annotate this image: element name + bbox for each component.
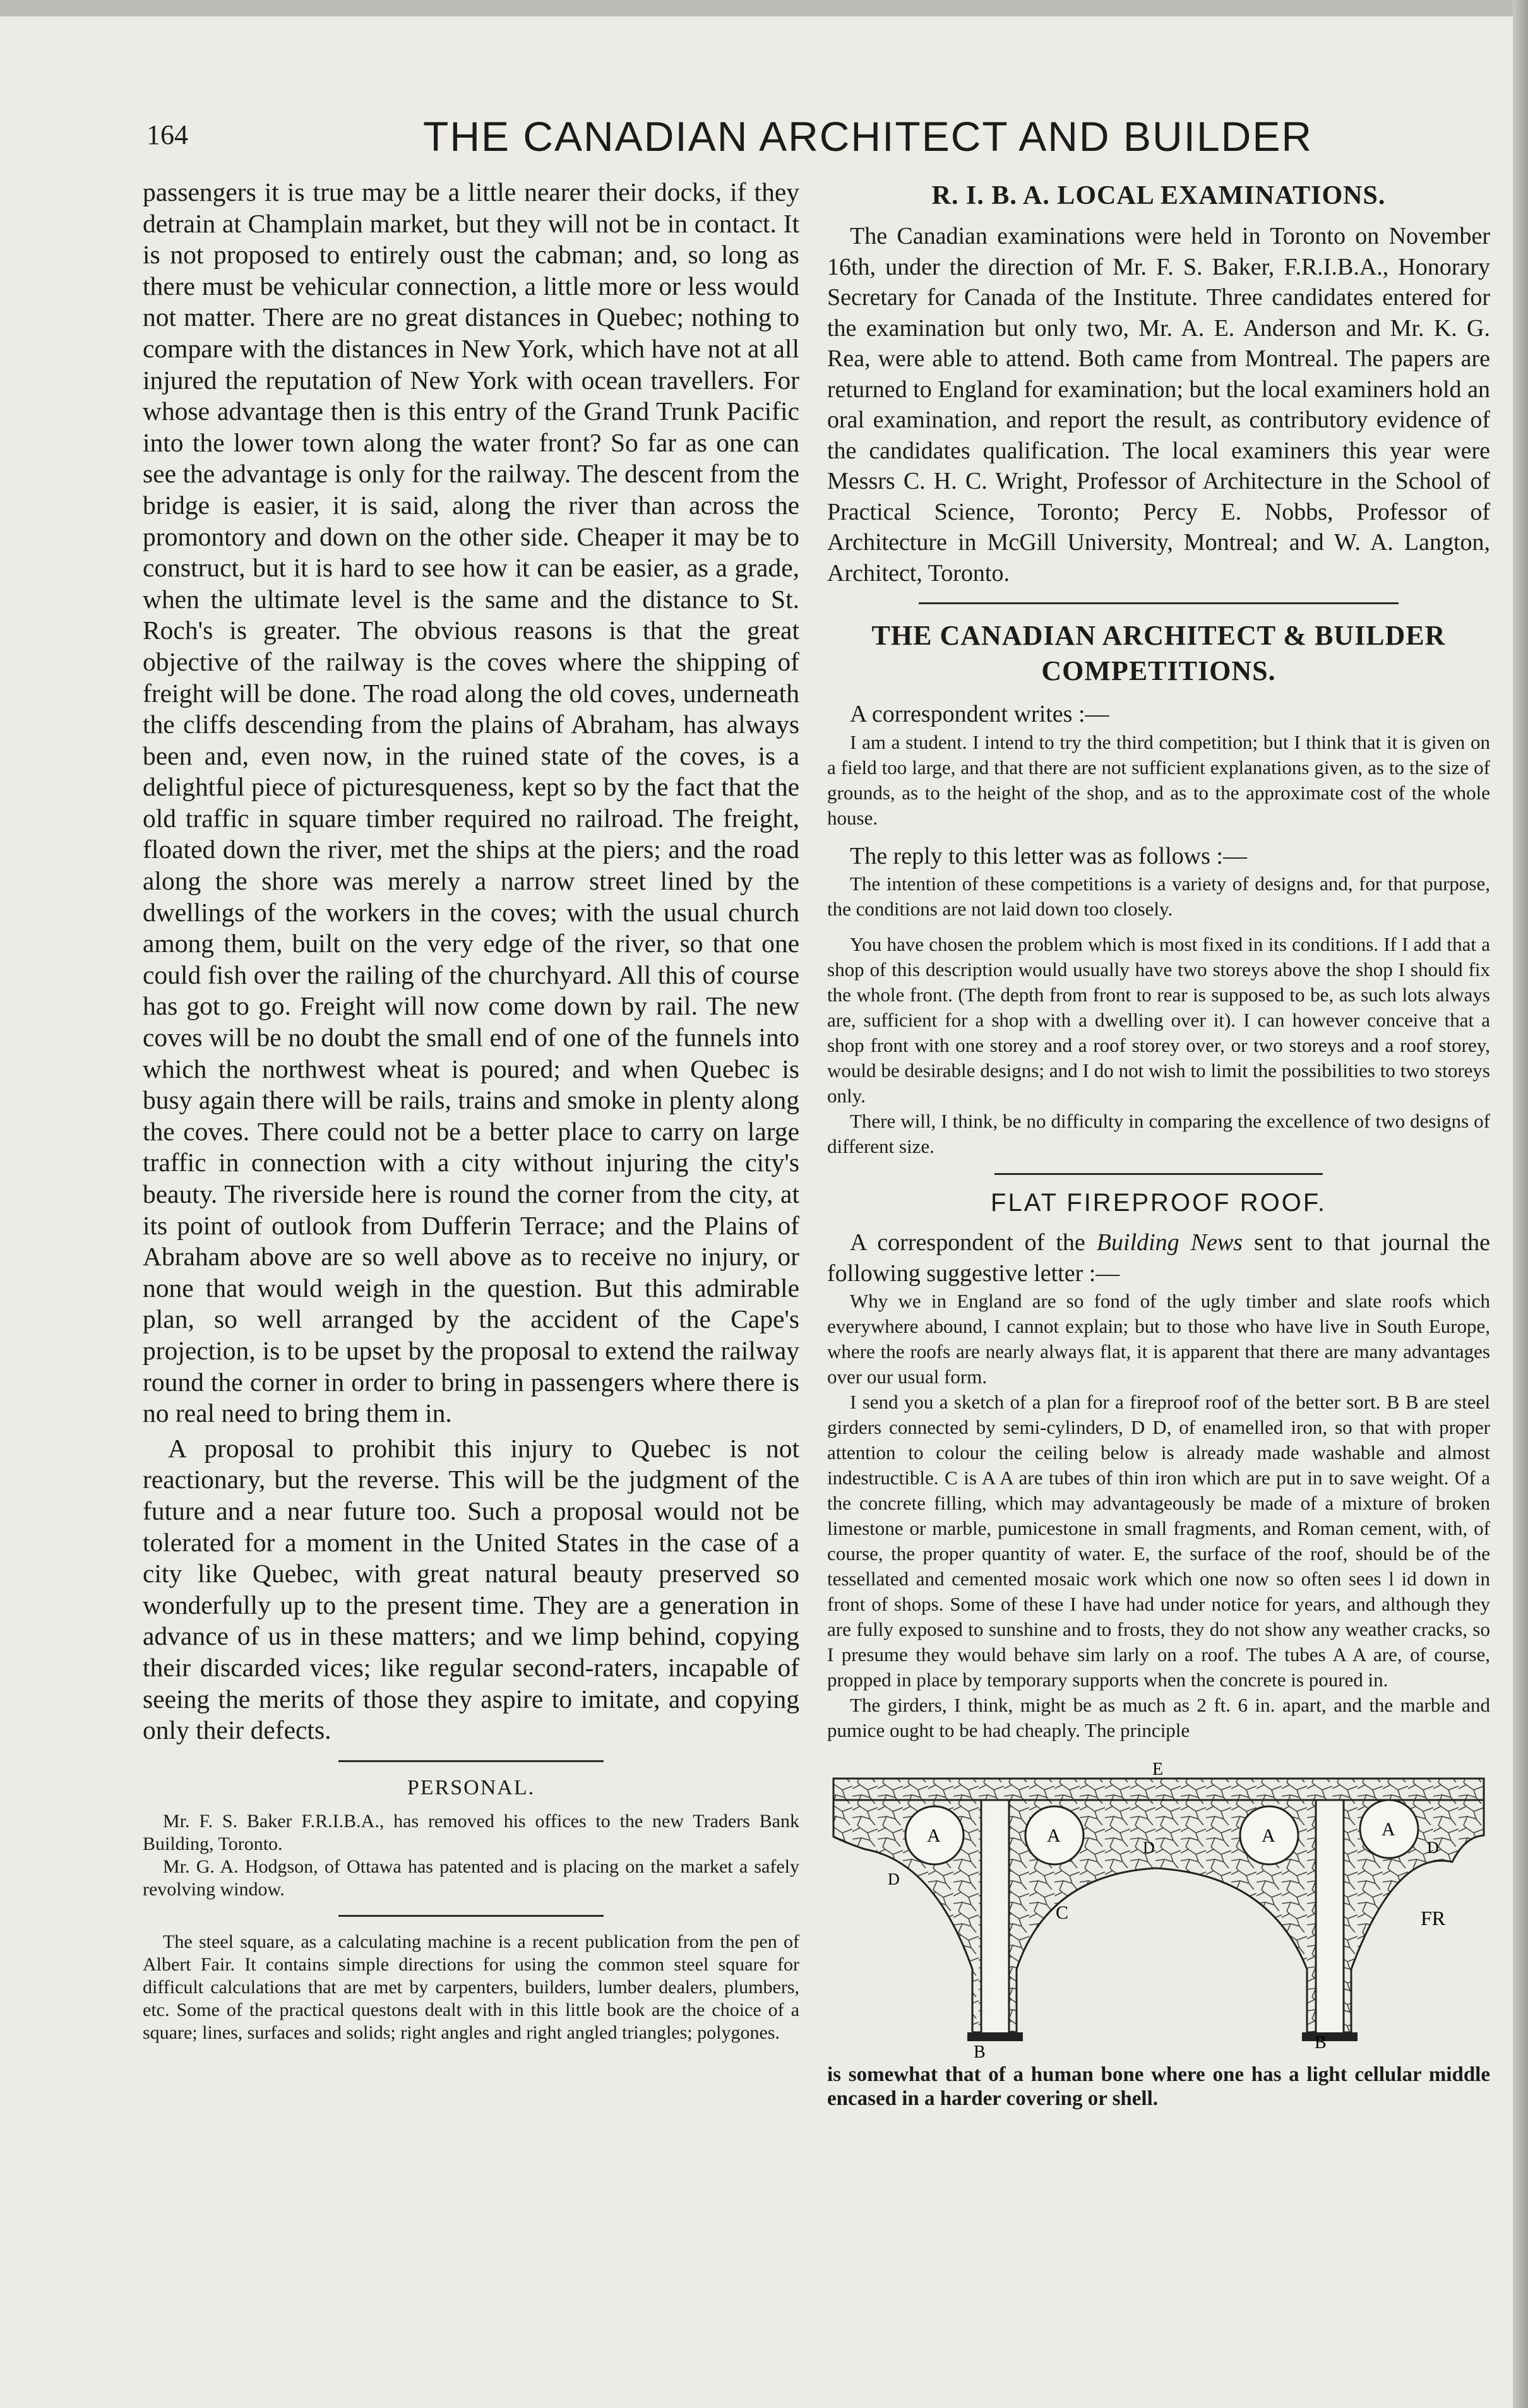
label-a: A [1047, 1825, 1061, 1846]
steel-girder-left [981, 1800, 1009, 2040]
steel-girder-right [1316, 1800, 1344, 2040]
quebec-article-paragraph-2: A proposal to prohibit this injury to Quebec is not reactionary, but the reverse. This will be the judgment of the future and a near future too. Such a proposal would not be tolerated for a moment in the United States in the case of a city like Quebec, with great natural beauty preserved so wonderfully up to the present time. They are a generation in advance of us in these matters; and we limp behind, copying their discarded vices; like regular second-raters, incapable of seeing the merits of those they aspire to imitate, and copying only their defects. [143, 1433, 799, 1745]
building-news-title: Building News [1096, 1229, 1243, 1256]
label-a: A [1382, 1819, 1395, 1840]
label-a: A [1262, 1825, 1275, 1846]
competitions-reply-paragraph: The intention of these competitions is a variety of designs and, for that purpose, the conditions are not laid down too closely. [827, 873, 1490, 920]
flat-roof-closing: is somewhat that of a human bone where one has a light cellular middle encased in a harder covering or shell. [827, 2063, 1490, 2110]
section-divider [994, 1173, 1323, 1175]
girder-flange-right [1302, 2032, 1358, 2041]
right-column [827, 177, 1490, 2111]
steel-square-notice: The steel square, as a calculating machine is a recent publication from the pen of Albert Fair. It contains simple directions for using the common steel square for difficult calculations that are met by carpenters, builders, lumber dealers, plumbers, etc. Some of the practical questons dealt with in this little book are the choice of a square; lines, surfaces and solids; right angles and right angled triangles; polygones. [143, 1931, 799, 2043]
riba-heading: R. I. B. A. LOCAL EXAMINATIONS. [931, 181, 1386, 210]
competitions-reply-intro: The reply to this letter was as follows :— [850, 842, 1247, 869]
label-d: D [1427, 1839, 1439, 1857]
personal-item-baker: Mr. F. S. Baker F.R.I.B.A., has removed his offices to the new Traders Bank Building, Toronto. [143, 1810, 799, 1854]
flat-roof-heading: FLAT FIREPROOF ROOF. [991, 1189, 1327, 1217]
competitions-letter: I am a student. I intend to try the third competition; but I think that it is given on a field too large, and that there are not sufficient explanations given, as to the size of grounds, as to the height of the shop, and as to the approximate cost of the whole house. [827, 730, 1490, 829]
left-column [143, 177, 799, 2044]
masthead-title: THE CANADIAN ARCHITECT AND BUILDER [423, 113, 1313, 160]
roof-surface-slab [833, 1779, 1484, 1800]
artist-monogram: FR [1421, 1907, 1446, 1929]
competitions-heading-line-2: COMPETITIONS. [1041, 655, 1276, 686]
flat-roof-intro [827, 1227, 1490, 1289]
label-d: D [888, 1870, 900, 1888]
flat-roof-intro-before: A correspondent of the [850, 1229, 1085, 1256]
flat-roof-intro-after: sent to that journal the following suggestive letter :— [827, 1229, 1491, 1287]
flat-roof-paragraph: Why we in England are so fond of the ugly timber and slate roofs which everywhere abound, I cannot explain; but to those who have live in South Europe, where the roofs are nearly always flat, it is apparent that there are many advantages over our usual form. [827, 1290, 1490, 1388]
quebec-article-paragraph-1: passengers it is true may be a little nearer their docks, if they detrain at Champlain market, but they will not be in contact. It is not proposed to entirely oust the cabman; and, so long as there must be vehicular connection, a little more or less would not matter. There are no great distances in Quebec; nothing to compare with the distances in New York, which have not at all injured the reputation of New York with ocean travellers. For whose advantage then is this entry of the Grand Trunk Pacific into the lower town along the water front? So far as one can see the advantage is only for the railway. The descent from the bridge is easier, it is said, along the river than across the promontory and down on the other side. Cheaper it may be to construct, but it is hard to see how it can be easier, as a grade, when the ultimate level is the same and the distance to St. Roch's is greater. The obvious reasons is that the great objective of the railway is the coves where the shipping of freight will be done. The road along the old coves, underneath the cliffs descending from the plains of Abraham, has always been and, even now, in the ruined state of the coves, is a delightful piece of picturesqueness, kept so by the fact that the old traffic in square timber required no railroad. The freight, floated down the river, met the ships at the piers; and the road along the shore was merely a narrow street lined by the dwellings of the workers in the coves; with the usual church among them, built on the very edge of the river, so that one could fish over the railing of the churchyard. All this of course has got to go. Freight will now come down by rail. The new coves will be no doubt the small end of one of the funnels into which the northwest wheat is poured; and when Quebec is busy again there will be rails, trains and smoke in plenty along the coves. There could not be a better place to carry on large traffic in connection with a city without injuring the city's beauty. The riverside here is round the corner from the city, at its point of outlook from Dufferin Terrace; and the Plains of Abraham above are so well above as to receive no injury, or none that would weigh in the question. But this admirable plan, so well arranged by the accident of the Cape's projection, is to be upset by the proposal to extend the railway round the corner in order to bring in passengers where there is no real need to bring them in. [143, 177, 799, 1428]
label-e: E [1152, 1760, 1164, 1779]
competitions-reply-paragraph: You have chosen the problem which is most fixed in its conditions. If I add that a shop of this description would usually have two storeys above the shop I should fix the whole front. (The depth from front to rear is supposed to be, as such lots always are, sufficient for a shop with a dwelling over it). I can however conceive that a shop front with one storey and a roof storey over, or two storeys and a roof storey, would be desirable designs; and I do not wish to limit the possibilities to two storeys only. [827, 933, 1490, 1107]
label-b: B [974, 2042, 986, 2062]
riba-text: The Canadian examinations were held in Toronto on November 16th, under the direction of Mr. F. S. Baker, F.R.I.B.A., Honorary Secretary for Canada of the Institute. Three candidates entered for the examination but only two, Mr. A. E. Anderson and Mr. K. G. Rea, were able to attend. Both came from Montreal. The papers are returned to England for examination; but the local examiners hold an oral examination, and report the result, as contributory evidence of the candidates qualification. The local examiners this year were Messrs C. H. C. Wright, Professor of Architecture in the School of Practical Science, Toronto; Percy E. Nobbs, Professor of Architecture in McGill University, Montreal; and W. A. Langton, Architect, Toronto. [827, 223, 1490, 587]
competitions-intro: A correspondent writes :— [850, 701, 1109, 727]
section-divider [338, 1760, 604, 1762]
flat-roof-paragraph: I send you a sketch of a plan for a fireproof roof of the better sort. B B are steel girders connected by semi-cylinders, D D, of enamelled iron, so that with proper attention to colour the ceiling below is already made washable and almost indestructible. C is A A are tubes of thin iron which are put in to save weight. Of a the concrete filling, which may advantageously be made of a mixture of broken limestone or marble, pumicestone in small fragments, and Roman cement, with, of course, the proper quantity of water. E, the surface of the roof, should be of the tessellated and cemented mosaic work which one now so often sees l id down in front of shops. Some of these I have had under notice for years, and although they are fully exposed to sunshine and to frosts, they do not show any weather cracks, so I presume they would behave sim larly on a roof. The tubes A A are, of course, propped in place by temporary supports when the concrete is poured in. [827, 1391, 1490, 1691]
label-b: B [1315, 2033, 1327, 2053]
girder-flange-left [967, 2032, 1023, 2041]
page-top-edge [0, 0, 1528, 16]
page-spine-edge [1513, 0, 1528, 2408]
label-d: D [1143, 1839, 1155, 1857]
personal-item-hodgson: Mr. G. A. Hodgson, of Ottawa has patented and is placing on the market a safely revolving window. [143, 1856, 799, 1900]
label-a: A [927, 1825, 941, 1846]
section-divider [338, 1915, 604, 1917]
personal-heading: PERSONAL. [407, 1775, 535, 1799]
section-divider [919, 602, 1399, 604]
label-c: C [1056, 1902, 1069, 1923]
fireproof-roof-diagram [827, 1760, 1490, 2062]
flat-roof-paragraph: The girders, I think, might be as much as 2 ft. 6 in. apart, and the marble and pumice ought to be had cheaply. The principle [827, 1694, 1490, 1741]
page-number: 164 [146, 119, 188, 150]
competitions-heading-line-1: THE CANADIAN ARCHITECT & BUILDER [871, 620, 1446, 651]
competitions-reply-paragraph: There will, I think, be no difficulty in comparing the excellence of two designs of different size. [827, 1110, 1490, 1157]
